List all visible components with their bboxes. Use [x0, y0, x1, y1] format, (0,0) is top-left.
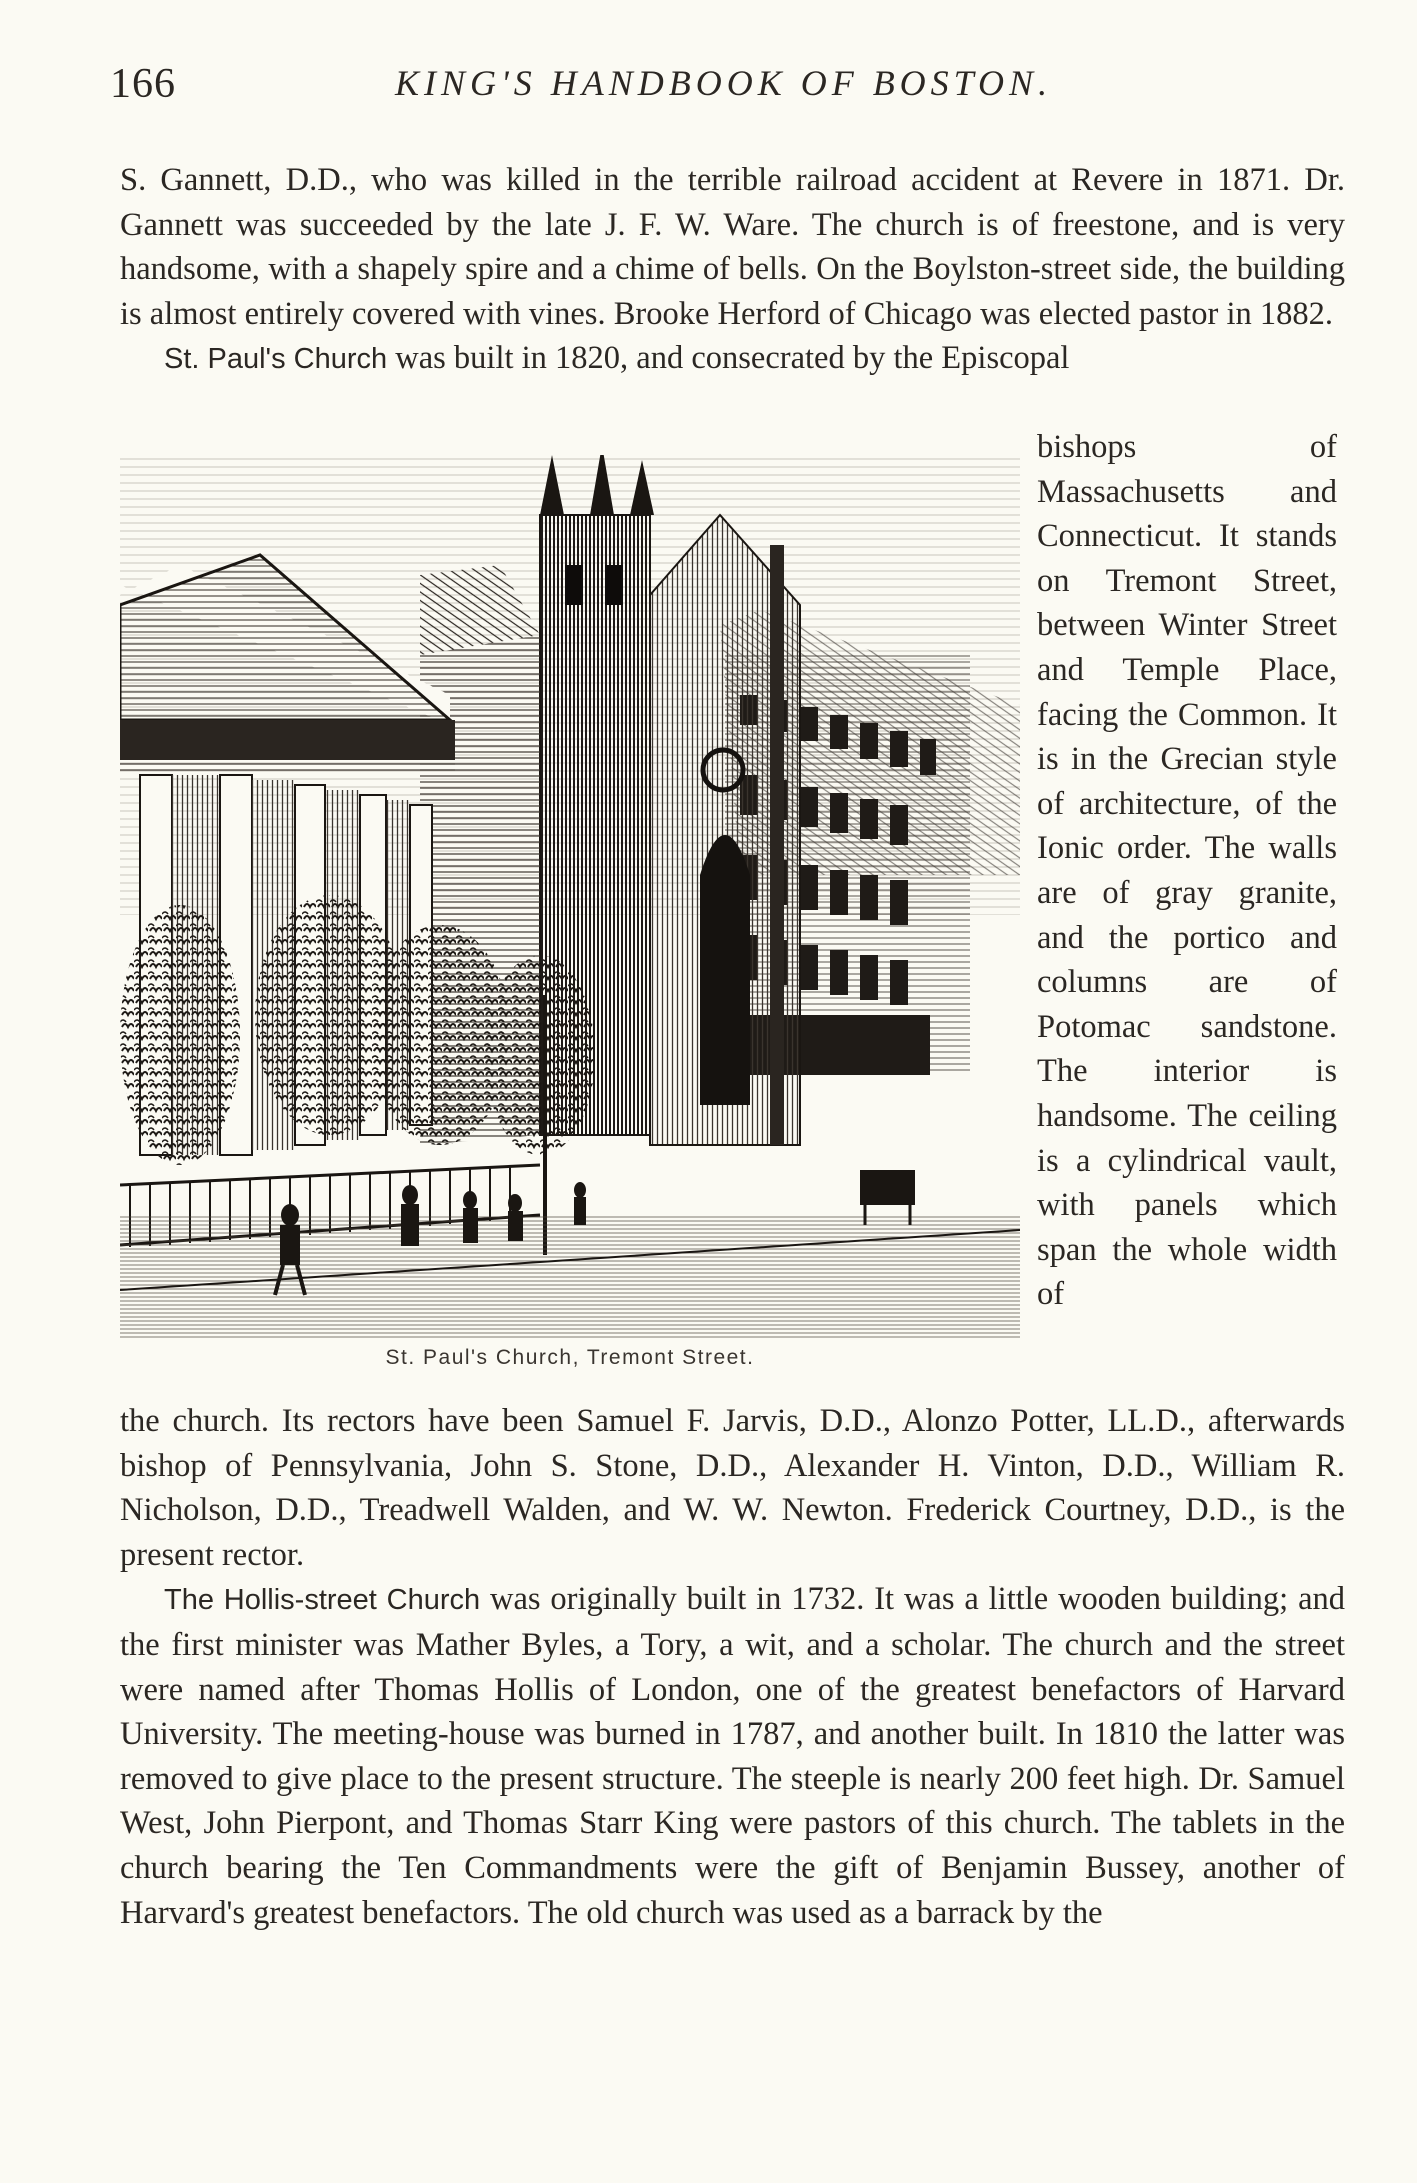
paragraph-side: bishops of Massachusetts and Connecticut. It stands on Tremont Street, between Winter Street and Temple Place, facing the Common. It is in the Grecian style of architecture, of the Ionic order. The walls are of gray granite, and the portico and columns are of Potomac sandstone. The interior is handsome. The ceiling is a cylindrical vault, with panels which span the whole width of	[1037, 429, 1337, 1313]
paragraph-text: was built in 1820, and consecrated by the Episcopal	[387, 340, 1070, 377]
paragraph-st-pauls-start	[120, 336, 1345, 382]
paragraph-lead: St. Paul's Church	[164, 343, 388, 376]
paragraph: the church. Its rectors have been Samuel F. Jarvis, D.D., Alonzo Potter, LL.D., afterwards bishop of Pennsylvania, John S. Stone, D.D., Alexander H. Vinton, D.D., William R. Nicholson, D.D., Treadwell Walden, and W. W. Newton. Frederick Courtney, D.D., is the present rector.	[120, 1403, 1345, 1573]
side-text-column	[1037, 425, 1337, 1317]
paragraph-text: was originally built in 1732. It was a little wooden building; and the first minister was Mather Byles, a Tory, a wit, and a scholar. The church and the street were named after Thomas Hollis of London, one of the greatest benefactors of Harvard University. The meeting-house was burned in 1787, and another built. In 1810 the latter was removed to give place to the present structure. The steeple is nearly 200 feet high. Dr. Samuel West, John Pierpont, and Thomas Starr King were pastors of this church. The tablets in the church bearing the Ten Commandments were the gift of Benjamin Bussey, another of Harvard's greatest benefactors. The old church was used as a barrack by the	[120, 1581, 1346, 1931]
paragraph-hollis-street	[120, 1577, 1345, 1935]
bottom-text-block	[120, 1399, 1345, 1935]
paragraph-lead: The Hollis-street Church	[164, 1584, 481, 1617]
running-title: KING'S HANDBOOK OF BOSTON.	[395, 63, 1053, 103]
page-header	[110, 60, 1340, 130]
st-pauls-church-engraving	[120, 455, 1020, 1340]
page-number: 166	[110, 61, 176, 107]
gothic-front	[650, 515, 800, 1145]
top-text-block	[120, 158, 1345, 382]
figure-caption: St. Paul's Church, Tremont Street.	[385, 1346, 755, 1369]
paragraph: S. Gannett, D.D., who was killed in the terrible railroad accident at Revere in 1871. Dr. Gannett was succeeded by the late J. F. W. Ware. The church is of freestone, and is very handsome, with a shapely spire and a chime of bells. On the Boylston-street side, the building is almost entirely covered with vines. Brooke Herford of Chicago was elected pastor in 1882.	[120, 162, 1345, 332]
